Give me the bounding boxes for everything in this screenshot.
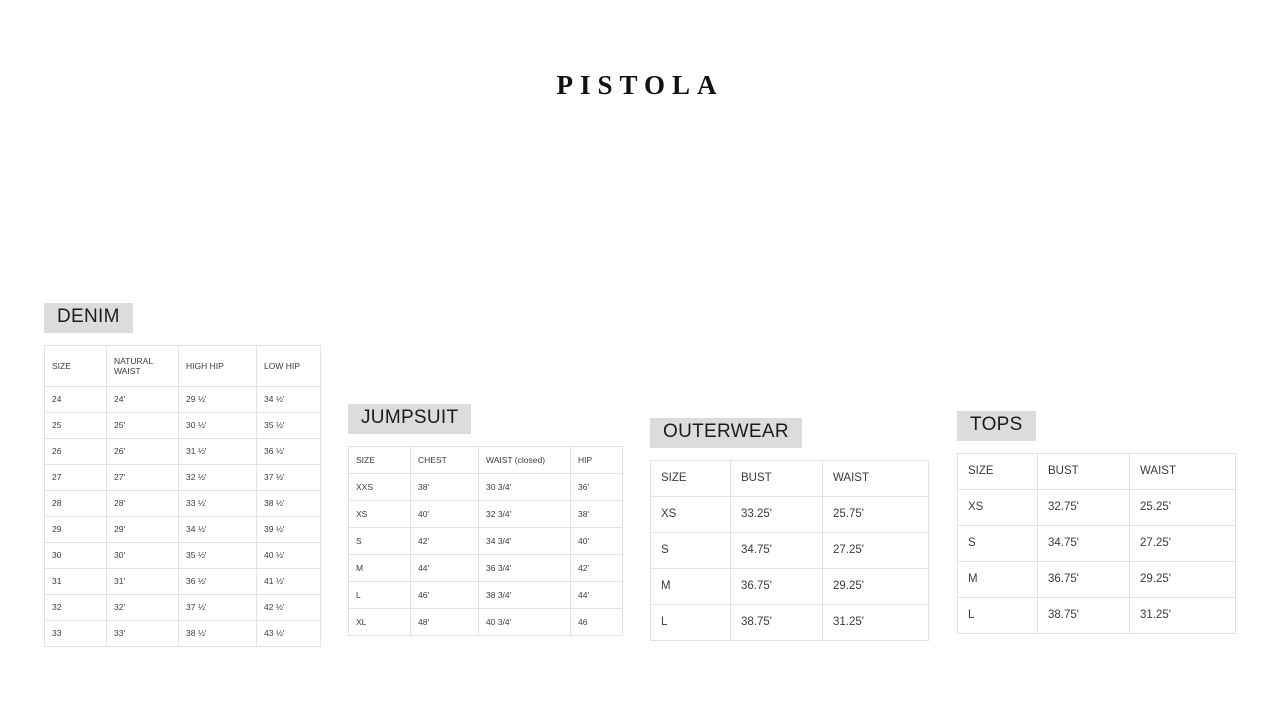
cell: 38.75' (1038, 597, 1130, 633)
cell: M (349, 554, 411, 581)
size-chart-denim (44, 303, 321, 647)
table-row (45, 620, 321, 646)
cell: XL (349, 608, 411, 635)
table-header-row (349, 446, 623, 473)
chart-title-denim: DENIM (44, 303, 133, 333)
table-row (958, 597, 1236, 633)
cell: 25.25' (1130, 489, 1236, 525)
cell: 31.25' (823, 604, 929, 640)
table-row (651, 568, 929, 604)
cell: 34 3/4' (479, 527, 571, 554)
table-row (45, 516, 321, 542)
cell: 42 ½' (257, 594, 321, 620)
cell: 34.75' (1038, 525, 1130, 561)
column-header: SIZE (651, 460, 731, 496)
cell: 44' (411, 554, 479, 581)
cell: 28' (107, 490, 179, 516)
table-row (958, 525, 1236, 561)
cell: 40 ½' (257, 542, 321, 568)
cell: 40' (411, 500, 479, 527)
table-header-row (958, 453, 1236, 489)
cell: 29 (45, 516, 107, 542)
cell: 33' (107, 620, 179, 646)
table-row (45, 386, 321, 412)
column-header: WAIST (closed) (479, 446, 571, 473)
table-row (651, 532, 929, 568)
column-header: BUST (731, 460, 823, 496)
cell: 30 ½' (179, 412, 257, 438)
table-row (349, 554, 623, 581)
cell: XXS (349, 473, 411, 500)
cell: 35 ½' (257, 412, 321, 438)
cell: S (349, 527, 411, 554)
brand-title: PISTOLA (556, 70, 724, 100)
cell: XS (349, 500, 411, 527)
cell: 36.75' (731, 568, 823, 604)
cell: 37 ½' (257, 464, 321, 490)
cell: 48' (411, 608, 479, 635)
size-table-outerwear (650, 460, 929, 641)
cell: 40' (571, 527, 623, 554)
cell: M (651, 568, 731, 604)
chart-title-jumpsuit: JUMPSUIT (348, 404, 471, 434)
cell: 29 ½' (179, 386, 257, 412)
cell: 34 ½' (179, 516, 257, 542)
cell: 36 ½' (257, 438, 321, 464)
cell: 31 (45, 568, 107, 594)
cell: 28 (45, 490, 107, 516)
cell: M (958, 561, 1038, 597)
cell: 34.75' (731, 532, 823, 568)
cell: 41 ½' (257, 568, 321, 594)
cell: 24' (107, 386, 179, 412)
cell: 44' (571, 581, 623, 608)
table-row (45, 568, 321, 594)
table-row (349, 581, 623, 608)
cell: 38.75' (731, 604, 823, 640)
table-header-row (45, 345, 321, 386)
cell: 26' (107, 438, 179, 464)
size-chart-jumpsuit (348, 404, 623, 636)
table-row (349, 500, 623, 527)
cell: 27.25' (823, 532, 929, 568)
table-row (45, 412, 321, 438)
table-row (45, 594, 321, 620)
cell: 25 (45, 412, 107, 438)
table-row (651, 604, 929, 640)
cell: 27.25' (1130, 525, 1236, 561)
column-header: BUST (1038, 453, 1130, 489)
cell: 30 3/4' (479, 473, 571, 500)
table-row (651, 496, 929, 532)
cell: 30' (107, 542, 179, 568)
cell: 32 (45, 594, 107, 620)
cell: XS (651, 496, 731, 532)
cell: 46' (411, 581, 479, 608)
chart-title-outerwear: OUTERWEAR (650, 418, 802, 448)
cell: 38 ½' (257, 490, 321, 516)
cell: 32' (107, 594, 179, 620)
column-header: WAIST (823, 460, 929, 496)
cell: L (958, 597, 1038, 633)
cell: 25' (107, 412, 179, 438)
cell: 36 ½' (179, 568, 257, 594)
column-header: LOW HIP (257, 345, 321, 386)
cell: 29.25' (823, 568, 929, 604)
cell: 32.75' (1038, 489, 1130, 525)
cell: 38 ½' (179, 620, 257, 646)
cell: 29.25' (1130, 561, 1236, 597)
table-row (45, 464, 321, 490)
cell: 32 ½' (179, 464, 257, 490)
cell: 39 ½' (257, 516, 321, 542)
table-row (958, 489, 1236, 525)
table-row (349, 473, 623, 500)
size-table-jumpsuit (348, 446, 623, 636)
cell: L (651, 604, 731, 640)
column-header: HIP (571, 446, 623, 473)
column-header: NATURAL WAIST (107, 345, 179, 386)
cell: 33 (45, 620, 107, 646)
cell: 27 (45, 464, 107, 490)
cell: 38' (411, 473, 479, 500)
column-header: CHEST (411, 446, 479, 473)
cell: 25.75' (823, 496, 929, 532)
column-header: HIGH HIP (179, 345, 257, 386)
cell: 32 3/4' (479, 500, 571, 527)
cell: 24 (45, 386, 107, 412)
table-row (45, 438, 321, 464)
cell: 35 ½' (179, 542, 257, 568)
cell: 34 ½' (257, 386, 321, 412)
cell: 43 ½' (257, 620, 321, 646)
cell: 26 (45, 438, 107, 464)
cell: 38 3/4' (479, 581, 571, 608)
column-header: SIZE (958, 453, 1038, 489)
cell: 46 (571, 608, 623, 635)
cell: 31.25' (1130, 597, 1236, 633)
chart-title-tops: TOPS (957, 411, 1036, 441)
column-header: WAIST (1130, 453, 1236, 489)
cell: 42' (411, 527, 479, 554)
cell: S (651, 532, 731, 568)
cell: 31 ½' (179, 438, 257, 464)
table-row (45, 542, 321, 568)
size-table-tops (957, 453, 1236, 634)
cell: 36 3/4' (479, 554, 571, 581)
table-row (349, 608, 623, 635)
cell: 33.25' (731, 496, 823, 532)
cell: 36.75' (1038, 561, 1130, 597)
cell: 37 ½' (179, 594, 257, 620)
column-header: SIZE (349, 446, 411, 473)
column-header: SIZE (45, 345, 107, 386)
cell: 29' (107, 516, 179, 542)
size-chart-tops (957, 411, 1236, 634)
cell: 33 ½' (179, 490, 257, 516)
cell: 40 3/4' (479, 608, 571, 635)
cell: 31' (107, 568, 179, 594)
cell: 42' (571, 554, 623, 581)
size-chart-outerwear (650, 418, 929, 641)
cell: XS (958, 489, 1038, 525)
table-header-row (651, 460, 929, 496)
size-table-denim (44, 345, 321, 647)
cell: S (958, 525, 1038, 561)
cell: 36' (571, 473, 623, 500)
cell: L (349, 581, 411, 608)
cell: 30 (45, 542, 107, 568)
table-row (45, 490, 321, 516)
table-row (349, 527, 623, 554)
table-row (958, 561, 1236, 597)
cell: 27' (107, 464, 179, 490)
cell: 38' (571, 500, 623, 527)
